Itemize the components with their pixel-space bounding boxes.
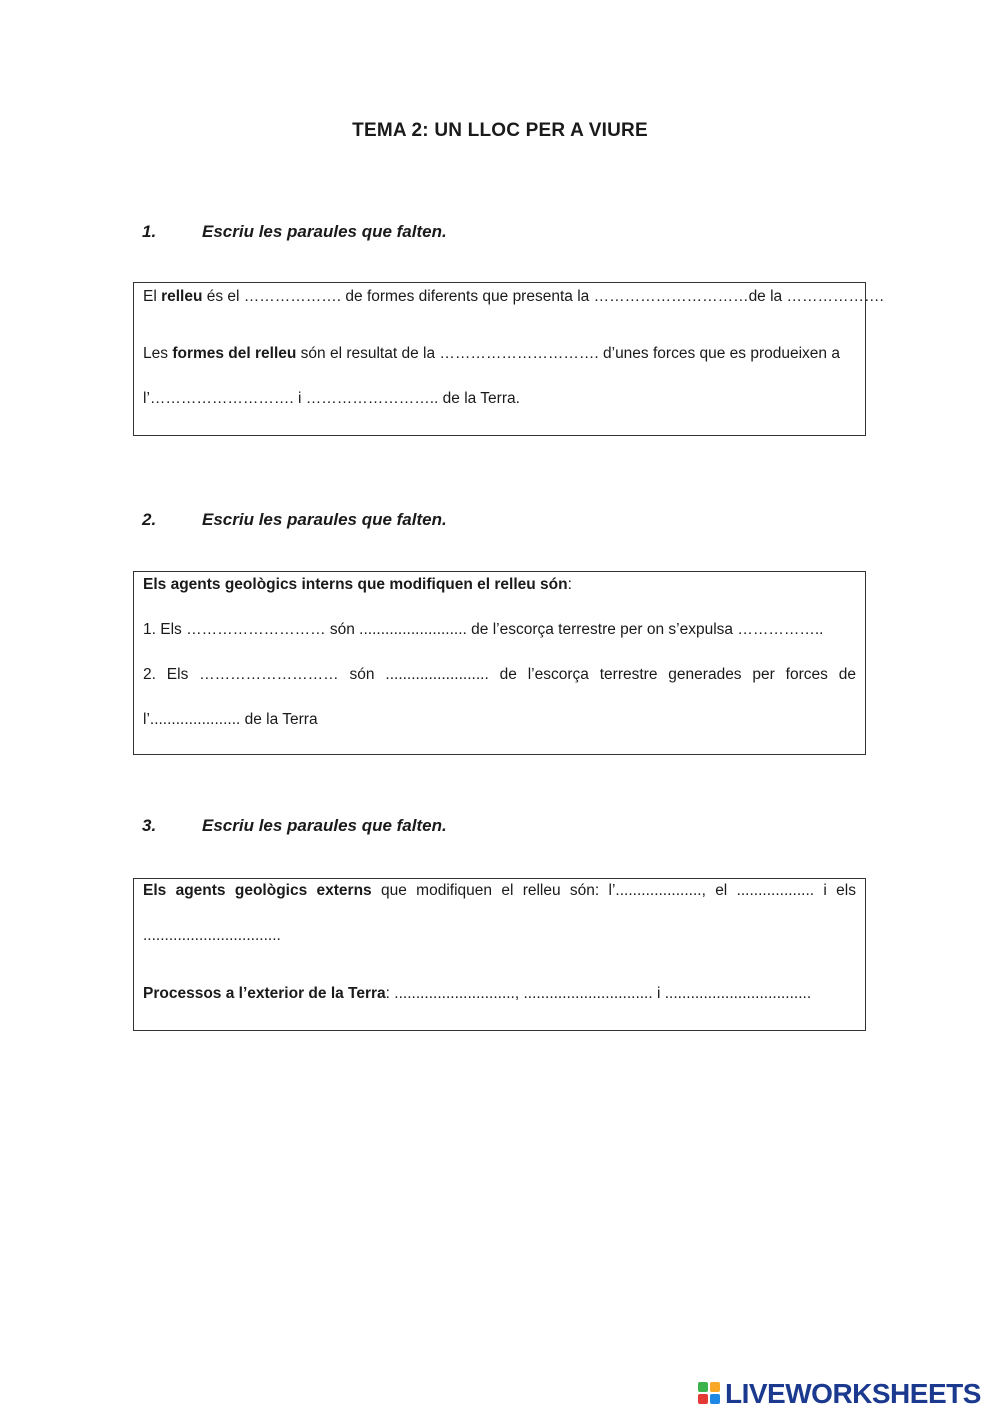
exercise-number: 3. [142,816,157,835]
exercise-2-heading [142,510,447,530]
exercise-number: 2. [142,510,157,529]
text-line: Les formes del relleu són el resultat de la …………………………. d’unes forces que es produeixen a [143,345,840,362]
liveworksheets-logo [698,1378,981,1410]
text-line: 2. Els ……………………… són ........................ de l’escorça terrestre generades per forces de [143,666,856,683]
exercise-2-box [133,571,866,755]
text-line: El relleu és el ………………. de formes diferents que presenta la …………………………de la ………………. [143,288,884,305]
exercise-instruction: Escriu les paraules que falten. [202,510,447,529]
text-line: Els agents geològics externs que modifiquen el relleu són: l’...................., el .................. i els [143,882,856,899]
text-line: Processos a l’exterior de la Terra: ............................, .............................. i .................................. [143,985,812,1002]
exercise-number: 1. [142,222,157,241]
exercise-3-box [133,878,866,1031]
text-line: l’………………………. i …………………….. de la Terra. [143,390,520,407]
exercise-1-box [133,282,884,436]
text-line: 1. Els ……………………… són ......................... de l’escorça terrestre per on s’expulsa …………….. [143,621,824,638]
text-line: l’..................... de la Terra [143,711,318,728]
exercise-instruction: Escriu les paraules que falten. [202,816,447,835]
page-title: TEMA 2: UN LLOC PER A VIURE [352,120,648,141]
exercise-3-heading [142,816,447,836]
text-line: Els agents geològics interns que modifiquen el relleu són: [143,576,572,593]
text-line: ................................ [143,927,281,944]
brand-name: LIVEWORKSHEETS [725,1378,981,1409]
exercise-1-heading [142,222,447,242]
exercise-instruction: Escriu les paraules que falten. [202,222,447,241]
liveworksheets-icon [698,1382,722,1406]
